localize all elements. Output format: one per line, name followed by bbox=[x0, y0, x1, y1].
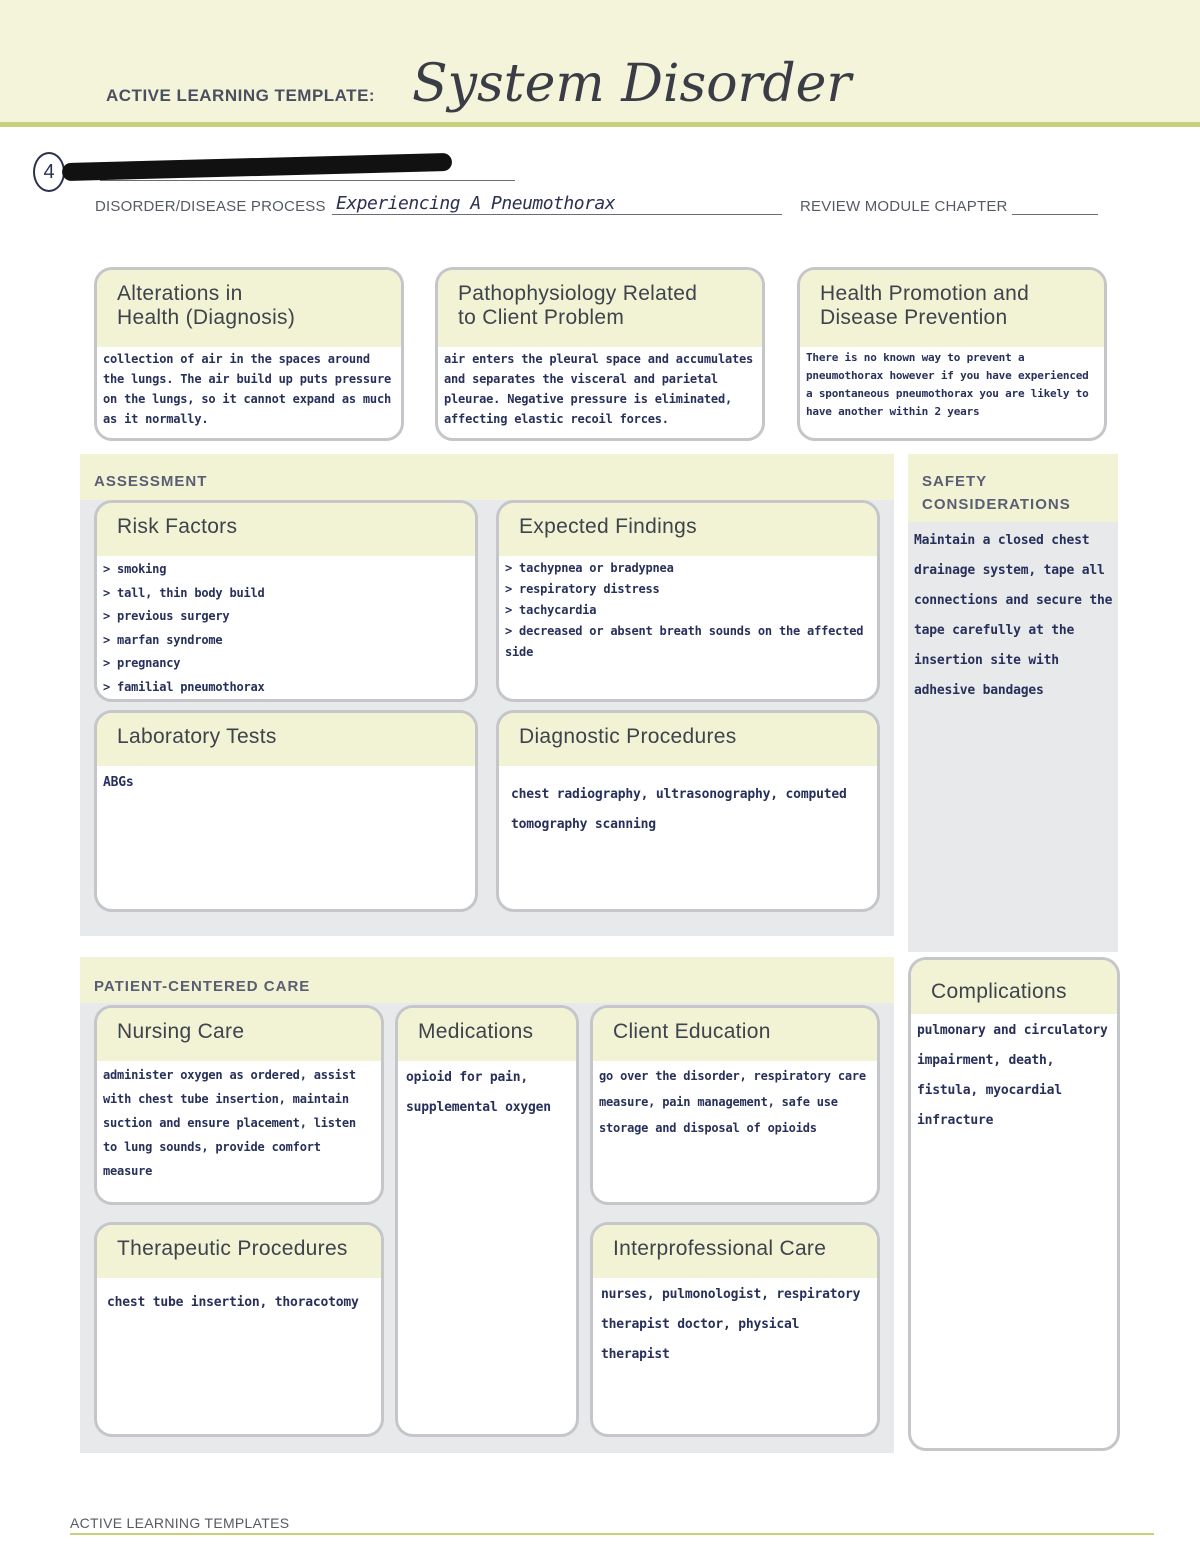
list-item: > previous surgery bbox=[103, 609, 230, 623]
nursing-care-text[interactable]: administer oxygen as ordered, assist with chest tube insertion, maintain suction and ensure placement, listen to lung sounds, provide comfort measure bbox=[103, 1068, 356, 1178]
pathophysiology-title-line1: Pathophysiology Related bbox=[458, 282, 698, 305]
therapeutic-procedures-header bbox=[97, 1225, 381, 1278]
risk-factors-list[interactable] bbox=[97, 556, 475, 699]
review-module-label: REVIEW MODULE CHAPTER bbox=[800, 198, 1008, 215]
therapeutic-procedures-text[interactable]: chest tube insertion, thoracotomy bbox=[107, 1295, 359, 1310]
nursing-care-title: Nursing Care bbox=[117, 1020, 245, 1043]
health-promotion-title-line1: Health Promotion and bbox=[820, 282, 1030, 305]
disorder-label: DISORDER/DISEASE PROCESS bbox=[95, 198, 326, 215]
list-item: > marfan syndrome bbox=[103, 632, 223, 647]
laboratory-tests-title: Laboratory Tests bbox=[117, 725, 277, 748]
list-item: > decreased or absent breath sounds on the affected side bbox=[505, 624, 864, 659]
medications-box bbox=[395, 1005, 579, 1437]
therapeutic-procedures-title: Therapeutic Procedures bbox=[117, 1237, 348, 1260]
interprofessional-care-text[interactable]: nurses, pulmonologist, respiratory therapist doctor, physical therapist bbox=[601, 1287, 861, 1362]
list-item: > pregnancy bbox=[103, 656, 181, 670]
safety-label-line1: SAFETY bbox=[922, 473, 988, 490]
expected-findings-box bbox=[496, 500, 880, 702]
health-promotion-box bbox=[797, 267, 1107, 441]
medications-header bbox=[398, 1008, 576, 1061]
page-title: System Disorder bbox=[412, 54, 852, 114]
laboratory-tests-header bbox=[97, 713, 475, 766]
interprofessional-care-header bbox=[593, 1225, 877, 1278]
footer-rule bbox=[70, 1533, 1154, 1535]
client-education-header bbox=[593, 1008, 877, 1061]
list-item: > tachypnea or bradypnea bbox=[505, 561, 674, 575]
pathophysiology-text[interactable]: air enters the pleural space and accumulates and separates the visceral and parietal pleurae. Negative pressure is eliminated, affecting elastic recoil forces. bbox=[444, 352, 754, 426]
diagnostic-procedures-title: Diagnostic Procedures bbox=[519, 725, 737, 748]
disorder-underline bbox=[332, 214, 782, 215]
patient-care-label: PATIENT-CENTERED CARE bbox=[94, 978, 311, 995]
nursing-care-box bbox=[94, 1005, 384, 1205]
pathophysiology-header bbox=[438, 270, 762, 347]
client-education-title: Client Education bbox=[613, 1020, 771, 1043]
template-label: ACTIVE LEARNING TEMPLATE: bbox=[106, 86, 376, 105]
client-education-box bbox=[590, 1005, 880, 1205]
medications-text[interactable]: opioid for pain, supplemental oxygen bbox=[406, 1070, 551, 1115]
header-rule bbox=[0, 122, 1200, 127]
alterations-title-line1: Alterations in bbox=[117, 282, 243, 305]
redaction-mark-tail bbox=[66, 170, 136, 178]
risk-factors-title: Risk Factors bbox=[117, 515, 238, 538]
complications-title: Complications bbox=[931, 980, 1067, 1003]
pathophysiology-box bbox=[435, 267, 765, 441]
interprofessional-care-box bbox=[590, 1222, 880, 1437]
health-promotion-header bbox=[800, 270, 1104, 347]
health-promotion-text[interactable]: There is no known way to prevent a pneumothorax however if you have experienced a spontaneous pneumothorax you are likely to have another within 2 years bbox=[806, 351, 1089, 418]
alterations-box bbox=[94, 267, 404, 441]
safety-text[interactable]: Maintain a closed chest drainage system, tape all connections and secure the tape carefully at the insertion site with adhesive bandages bbox=[914, 533, 1113, 698]
expected-findings-list[interactable] bbox=[499, 556, 877, 663]
expected-findings-header bbox=[499, 503, 877, 556]
risk-factors-header bbox=[97, 503, 475, 556]
laboratory-tests-box bbox=[94, 710, 478, 912]
complications-box bbox=[908, 957, 1120, 1451]
diagnostic-procedures-text[interactable]: chest radiography, ultrasonography, computed tomography scanning bbox=[511, 787, 847, 832]
footer-label: ACTIVE LEARNING TEMPLATES bbox=[70, 1515, 290, 1531]
list-item: > tall, thin body build bbox=[103, 585, 265, 600]
laboratory-tests-text[interactable]: ABGs bbox=[103, 775, 134, 790]
alterations-header bbox=[97, 270, 401, 347]
list-item: > familial pneumothorax bbox=[103, 679, 265, 694]
safety-label-line2: CONSIDERATIONS bbox=[922, 496, 1071, 513]
student-name-underline bbox=[100, 180, 515, 181]
diagnostic-procedures-box bbox=[496, 710, 880, 912]
diagnostic-procedures-header bbox=[499, 713, 877, 766]
complications-header bbox=[911, 960, 1117, 1014]
medications-title: Medications bbox=[418, 1020, 534, 1043]
list-item: > tachycardia bbox=[505, 603, 597, 617]
list-item: > respiratory distress bbox=[505, 582, 660, 596]
assessment-label: ASSESSMENT bbox=[94, 473, 208, 490]
alterations-title-line2: Health (Diagnosis) bbox=[117, 306, 296, 329]
list-item: > smoking bbox=[103, 562, 167, 576]
complications-text[interactable]: pulmonary and circulatory impairment, death, fistula, myocardial infracture bbox=[917, 1023, 1108, 1128]
alterations-text[interactable]: collection of air in the spaces around the lungs. The air build up puts pressure on the lungs, so it cannot expand as much as it normally. bbox=[103, 352, 392, 426]
client-education-text[interactable]: go over the disorder, respiratory care measure, pain management, safe use storage and disposal of opioids bbox=[599, 1069, 866, 1135]
disorder-value[interactable]: Experiencing A Pneumothorax bbox=[336, 193, 616, 214]
nursing-care-header bbox=[97, 1008, 381, 1061]
therapeutic-procedures-box bbox=[94, 1222, 384, 1437]
risk-factors-box bbox=[94, 500, 478, 702]
review-module-field[interactable] bbox=[1012, 214, 1098, 215]
pathophysiology-title-line2: to Client Problem bbox=[458, 306, 625, 329]
health-promotion-title-line2: Disease Prevention bbox=[820, 306, 1008, 329]
interprofessional-care-title: Interprofessional Care bbox=[613, 1237, 827, 1260]
expected-findings-title: Expected Findings bbox=[519, 515, 697, 538]
circled-number: 4 bbox=[33, 152, 65, 192]
